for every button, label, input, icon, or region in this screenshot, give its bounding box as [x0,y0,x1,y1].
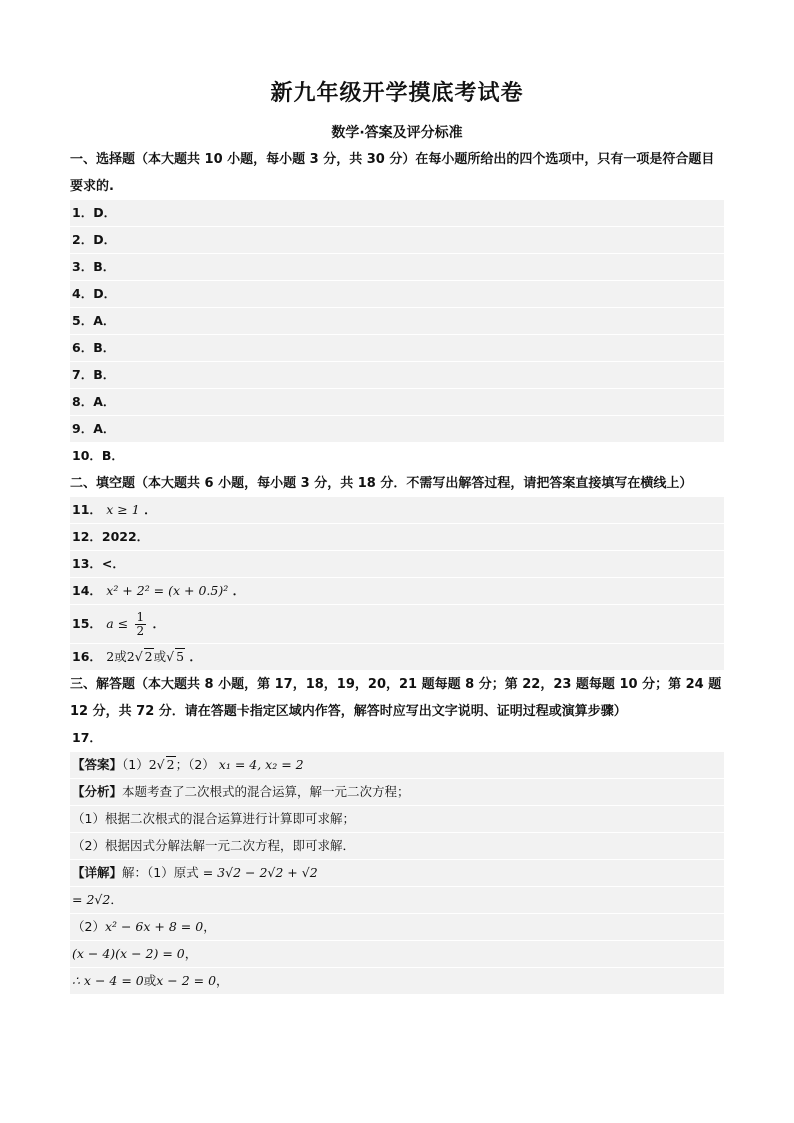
answer-12: 12．2022． [70,524,724,550]
sqrt-symbol: √ [166,649,175,664]
analysis-text: 本题考查了二次根式的混合运算，解一元二次方程； [122,784,410,799]
sqrt-symbol: √ [156,757,165,772]
list-item: 2．D． [70,227,724,253]
punct: ． [110,892,123,907]
question-17-number: 17． [72,730,102,745]
math-value: 2 [106,649,115,664]
solution-step-3 [70,941,724,967]
answer-label: 【答案】 [72,757,123,772]
punct: ， [216,973,229,988]
math-expression: x − 2 = 0 [156,973,217,988]
solution-step-2 [70,914,724,940]
list-item: 7．B． [70,362,724,388]
radicand: 2 [166,757,175,772]
separator: ；（2） [175,757,215,772]
radicand: 2 [144,649,153,664]
answer-13: 13．<． [70,551,724,577]
section3-heading: 三、解答题（本大题共 8 小题，第 17，18，19，20，21 题每题 8 分；第 22，23 题每题 10 分；第 24 题 12 分，共 72 分．请在答题卡指定区域内作答，解答时应写出文字说明、证明过程或演算步骤） [70,677,722,719]
math-expression: ∴ x − 4 = 0 [72,973,144,988]
part-label: （2） [72,919,105,934]
section1-heading: 一、选择题（本大题共 10 小题，每小题 3 分，共 30 分）在每小题所给出的四个选项中，只有一项是符合题目要求的. [70,152,715,194]
or-text: 或 [153,649,167,664]
list-item: 1．D． [70,200,724,226]
question-number: 14． [72,583,102,598]
part-label: （1） [122,757,149,772]
punct: ． [152,616,166,631]
math-expression: x ≥ 1 [106,502,140,517]
answer-14 [70,578,724,604]
answer-content [70,146,724,995]
question-number: 15． [72,616,102,631]
fraction [135,611,147,638]
detail-label: 【详解】 [72,865,123,880]
punct: ， [203,919,216,934]
detail-line [70,860,724,886]
answer-16 [70,644,724,670]
analysis-line-1: （1）根据二次根式的混合运算进行计算即可求解； [70,806,724,832]
question-number: 11． [72,502,102,517]
solution-step-4 [70,968,724,994]
list-item: 10．B． [72,448,124,463]
math-expression: (x − 4)(x − 2) = 0 [72,946,185,961]
section2-heading: 二、填空题（本大题共 6 小题，每小题 3 分，共 18 分．不需写出解答过程，请把答案直接填写在横线上） [70,476,693,491]
math-expression: x² + 2² = (x + 0.5)² [106,583,229,598]
detail-intro: 解：（1）原式 [122,865,199,880]
question-number: 16． [72,649,102,664]
math-value: 2 [126,649,135,664]
page-subtitle: 数学·答案及评分标准 [331,125,463,141]
analysis-line [70,779,724,805]
math-expression: a ≤ [106,616,129,631]
math-expression: = 2√2 [72,892,111,907]
numerator: 1 [136,610,145,624]
math-value: 2 [148,757,157,772]
math-expression: = 3√2 − 2√2 + √2 [202,865,318,880]
or-text: 或 [114,649,127,664]
page-title: 新九年级开学摸底考试卷 [270,81,524,106]
math-expression: x² − 6x + 8 = 0 [104,919,204,934]
or-text: 或 [143,973,157,988]
list-item: 6．B． [70,335,724,361]
list-item: 8．A． [70,389,724,415]
sqrt-symbol: √ [134,649,143,664]
denominator: 2 [136,624,145,638]
solution-step-1 [70,887,724,913]
answer-11 [70,497,724,523]
math-expression: x₁ = 4, x₂ = 2 [218,757,304,772]
analysis-label: 【分析】 [72,784,123,799]
radicand: 5 [176,649,185,664]
punct: ． [189,649,202,664]
punct: ． [144,502,157,517]
analysis-line-2: （2）根据因式分解法解一元二次方程，即可求解． [70,833,724,859]
punct: ． [232,583,246,598]
answer-line [70,752,724,778]
list-item: 4．D． [70,281,724,307]
list-item: 5．A． [70,308,724,334]
answer-15 [70,605,724,643]
punct: ， [184,946,198,961]
list-item: 3．B． [70,254,724,280]
list-item: 9．A． [70,416,724,442]
